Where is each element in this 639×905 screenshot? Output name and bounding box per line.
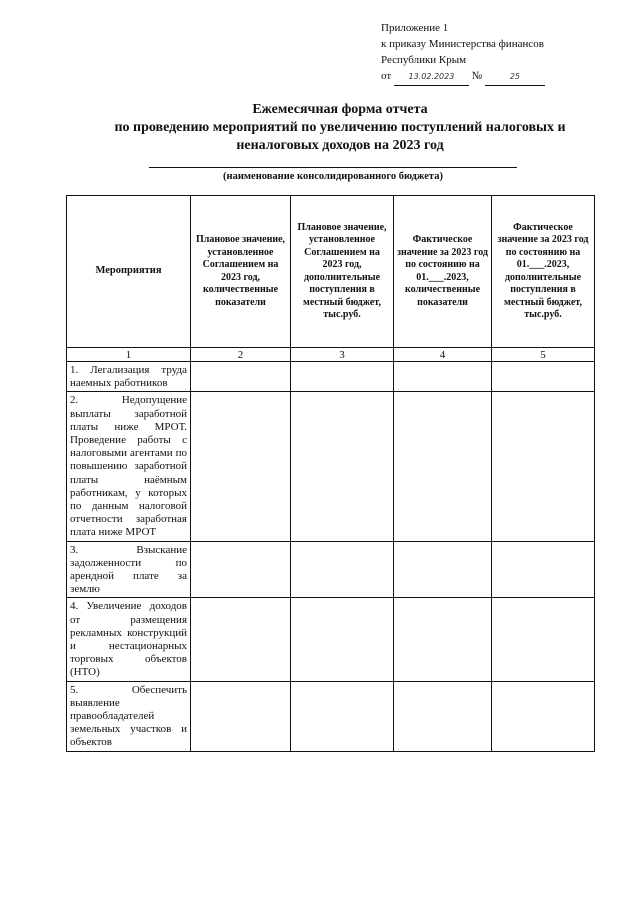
- header-measures: Мероприятия: [67, 196, 191, 348]
- header-fact-quantity: Фактическое значение за 2023 год по состоянию на 01.___.2023, количественные показатели: [394, 196, 492, 348]
- appendix-line-2: к приказу Министерства финансов: [381, 38, 544, 50]
- value-cell[interactable]: [492, 392, 595, 541]
- measure-cell: 3. Взыскание задолженности по арендной плате за землю: [67, 541, 191, 598]
- report-table: [66, 195, 595, 752]
- value-cell[interactable]: [394, 681, 492, 751]
- measure-cell: 5. Обеспечить выявление правообладателей земельных участков и объектов: [67, 681, 191, 751]
- value-cell[interactable]: [291, 362, 394, 392]
- column-number: 1: [67, 348, 191, 362]
- table-row: [67, 681, 595, 751]
- value-cell[interactable]: [291, 541, 394, 598]
- appendix-line-3: Республики Крым: [381, 54, 467, 66]
- value-cell[interactable]: [191, 598, 291, 681]
- table-row: [67, 392, 595, 541]
- appendix-date-line: [381, 68, 545, 86]
- value-cell[interactable]: [291, 681, 394, 751]
- value-cell[interactable]: [191, 362, 291, 392]
- value-cell[interactable]: [394, 392, 492, 541]
- budget-caption: (наименование консолидированного бюджета): [223, 171, 443, 182]
- column-number: 5: [492, 348, 595, 362]
- column-number-row: [67, 348, 595, 362]
- appendix-line-1: Приложение 1: [381, 22, 449, 34]
- value-cell[interactable]: [394, 541, 492, 598]
- header-plan-revenue: Плановое значение, установленное Соглашением на 2023 год, дополнительные поступления в местный бюджет, тыс.руб.: [291, 196, 394, 348]
- table-row: [67, 541, 595, 598]
- measure-cell: 2. Недопущение выплаты заработной платы ниже МРОТ. Проведение работы с налоговыми агентами по повышению заработной платы наёмным работникам, у которых по данным налоговой отчетности заработная плата ниже МРОТ: [67, 392, 191, 541]
- title-line-1: Ежемесячная форма отчета: [252, 102, 428, 117]
- table-row: [67, 362, 595, 392]
- date-value: 13.02.2023: [394, 69, 469, 86]
- title-line-3: неналоговых доходов на 2023 год: [236, 138, 444, 153]
- number-value: 25: [485, 69, 545, 86]
- column-number: 3: [291, 348, 394, 362]
- column-number: 4: [394, 348, 492, 362]
- value-cell[interactable]: [191, 681, 291, 751]
- value-cell[interactable]: [291, 392, 394, 541]
- value-cell[interactable]: [492, 681, 595, 751]
- header-plan-quantity: Плановое значение, установленное Соглашением на 2023 год, количественные показатели: [191, 196, 291, 348]
- number-prefix: №: [471, 70, 483, 82]
- measure-cell: 4. Увеличение доходов от размещения рекламных конструкций и нестационарных торговых объектов (НТО): [67, 598, 191, 681]
- header-row: [67, 196, 595, 348]
- appendix-block: [381, 20, 545, 86]
- form-title: [60, 101, 620, 155]
- value-cell[interactable]: [394, 598, 492, 681]
- value-cell[interactable]: [394, 362, 492, 392]
- date-prefix: от: [381, 70, 392, 82]
- value-cell[interactable]: [291, 598, 394, 681]
- value-cell[interactable]: [492, 362, 595, 392]
- value-cell[interactable]: [191, 392, 291, 541]
- table-row: [67, 598, 595, 681]
- value-cell[interactable]: [191, 541, 291, 598]
- budget-name-underline: [149, 167, 517, 168]
- header-fact-revenue: Фактическое значение за 2023 год по состоянию на 01.___.2023, дополнительные поступления в местный бюджет, тыс.руб.: [492, 196, 595, 348]
- title-line-2: по проведению мероприятий по увеличению поступлений налоговых и: [114, 120, 566, 135]
- measure-cell: 1. Легализация труда наемных работников: [67, 362, 191, 392]
- value-cell[interactable]: [492, 598, 595, 681]
- column-number: 2: [191, 348, 291, 362]
- value-cell[interactable]: [492, 541, 595, 598]
